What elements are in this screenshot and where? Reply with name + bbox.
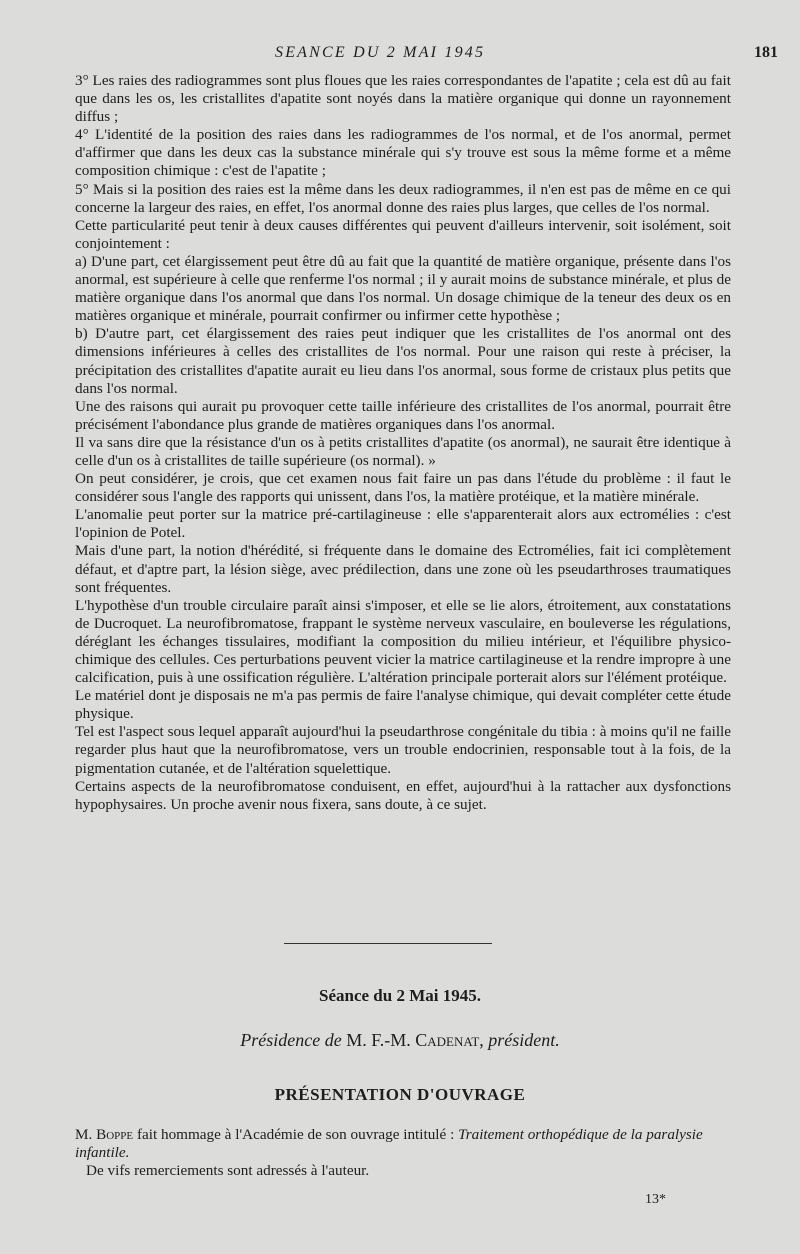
paragraph: Cette particularité peut tenir à deux causes différentes qui peuvent d'ailleurs intervenir, soit isolément, soit conjointement : <box>75 216 731 252</box>
president-initials: M. F.-M. <box>346 1030 411 1050</box>
paragraph: Une des raisons qui aurait pu provoquer cette taille inférieure des cristallites de l'os anormal, pourrait être précisément l'abondance plus grande de matières organiques dans l'os anormal. <box>75 397 731 433</box>
paragraph: Mais d'une part, la notion d'hérédité, si fréquente dans le domaine des Ectromélies, fait ici complètement défaut, et d'aptre part, la lésion siège, avec prédilection, dans une zone où les pseudarthroses traumatiques sont fréquentes. <box>75 542 731 596</box>
session-title: Séance du 2 Mai 1945. <box>319 986 481 1005</box>
thanks-line: De vifs remerciements sont adressés à l'auteur. <box>86 1162 370 1179</box>
paragraph: L'hypothèse d'un trouble circulaire paraît ainsi s'imposer, et elle se lie alors, étroitement, aux constatations de Ducroquet. La neurofibromatose, frappant le système nerveux vasculaire, en bouleverse les régulations, déréglant les échanges tissulaires, modifiant la composition du milieu intérieur, et l'équilibre physico-chimique des cellules. Ces perturbations peuvent vicier la matrice cartilagineuse et la rendre impropre à une calcification, puis à une ossification régulière. L'altération principale porterait alors sur l'élément protéique. <box>75 596 731 687</box>
president-name: Cadenat, <box>415 1030 484 1050</box>
section-divider <box>284 943 492 944</box>
announcement <box>75 1126 735 1180</box>
paragraph: 5° Mais si la position des raies est la même dans les deux radiogrammes, il n'en est pas de même en ce qui concerne la largeur des raies, en effet, l'os anormal donne des raies plus larges, que celles de l'os normal. <box>75 180 731 216</box>
paragraph: b) D'autre part, cet élargissement des raies peut indiquer que les cristallites de l'os anormal ont des dimensions inférieures à celles des cristallites de l'os normal. Pour une raison qui reste à préciser, la précipitation des cristallites d'apatite aurait eu lieu dans l'os anormal, sous forme de cristaux plus petits que dans l'os normal. <box>75 325 731 397</box>
signature-mark: 13* <box>645 1192 666 1207</box>
paragraph: On peut considérer, je crois, que cet examen nous fait faire un pas dans l'étude du problème : il faut le considérer sous l'angle des rapports qui unissent, dans l'os, la matière protéique, et la matière minérale. <box>75 470 731 506</box>
author-name: Boppe <box>96 1126 134 1143</box>
announcement-prefix: M. <box>75 1126 93 1143</box>
presidence-label: Présidence de <box>240 1030 342 1050</box>
announcement-line <box>75 1126 735 1162</box>
paragraph: L'anomalie peut porter sur la matrice pré-cartilagineuse : elle s'apparenterait alors aux ectromélies : c'est l'opinion de Potel. <box>75 506 731 542</box>
paragraph: Tel est l'aspect sous lequel apparaît aujourd'hui la pseudarthrose congénitale du tibia : à moins qu'il ne faille regarder plus haut que la neurofibromatose, vers un trouble endocrinien, responsable tout à la fois, de la pigmentation cutanée, et de l'altération squelettique. <box>75 723 731 777</box>
paragraph: Le matériel dont je disposais ne m'a pas permis de faire l'analyse chimique, qui devait compléter cette étude physique. <box>75 687 731 723</box>
page-number: 181 <box>754 44 778 61</box>
president-role: président. <box>488 1030 560 1050</box>
paragraph: 4° L'identité de la position des raies dans les radiogrammes de l'os normal, et de l'os anormal, permet d'affirmer que dans les deux cas la substance minérale qui s'y trouve est sous la même forme et a même composition chimique : c'est de l'apatite ; <box>75 126 731 180</box>
section-heading: PRÉSENTATION D'OUVRAGE <box>274 1085 526 1104</box>
body-text <box>75 72 731 814</box>
paragraph: 3° Les raies des radiogrammes sont plus floues que les raies correspondantes de l'apatite ; cela est dû au fait que dans les os, les cristallites d'apatite sont noyés dans la matière organique qui donne un rayonnement diffus ; <box>75 72 731 126</box>
page-header <box>0 44 800 68</box>
running-title: SEANCE DU 2 MAI 1945 <box>275 44 486 61</box>
presidence-line <box>0 1030 800 1051</box>
announcement-text: fait hommage à l'Académie de son ouvrage intitulé : <box>136 1126 455 1143</box>
paragraph: Certains aspects de la neurofibromatose conduisent, en effet, aujourd'hui à la rattacher aux dysfonctions hypophysaires. Un proche avenir nous fixera, sans doute, à ce sujet. <box>75 777 731 813</box>
paragraph: Il va sans dire que la résistance d'un os à petits cristallites d'apatite (os anormal), ne saurait être identique à celle d'un os à cristallites de taille supérieure (os normal). » <box>75 433 731 469</box>
work-title: Traitement orthopédique de la paralysie infantile. <box>75 1126 703 1161</box>
paragraph: a) D'une part, cet élargissement peut être dû au fait que la quantité de matière organique, présente dans l'os anormal, est supérieure à celle que renferme l'os normal ; il y aurait moins de substance minérale, et plus de matière organique dans l'os anormal que dans l'os normal. Un dosage chimique de la teneur des deux os en matières organique et minérale, pourrait confirmer ou infirmer cette hypothèse ; <box>75 252 731 325</box>
